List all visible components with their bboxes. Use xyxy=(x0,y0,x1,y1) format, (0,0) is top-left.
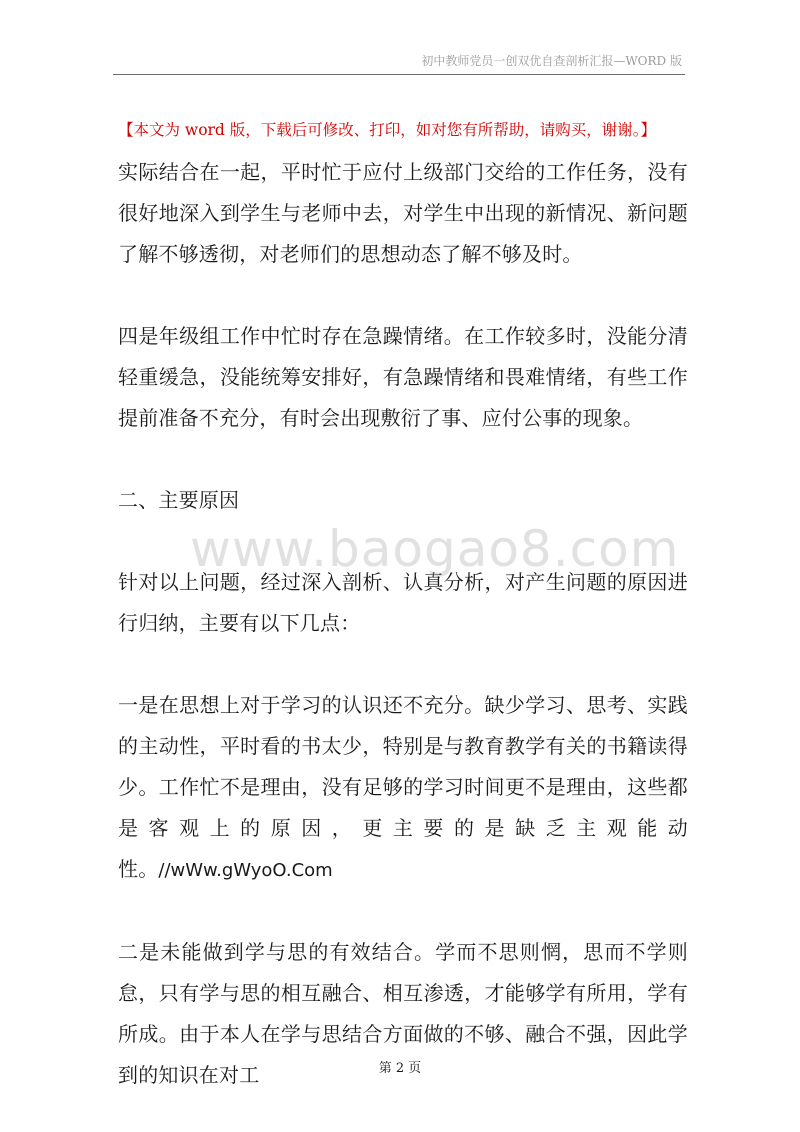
paragraph-4-text: 一是在思想上对于学习的认识还不充分。缺少学习、思考、实践的主动性，平时看的书太少，特别是与教育教学有关的书籍读得少。工作忙不是理由，没有足够的学习时间更不是理由，这些都是客观上的原因，更主要的是缺乏主观能动性。 xyxy=(118,693,688,881)
watermark: www.baogao8.com xyxy=(190,520,680,578)
paragraph-4 xyxy=(118,685,688,891)
purchase-notice: 【本文为 word 版，下载后可修改、打印，如对您有所帮助，请购买，谢谢。】 xyxy=(118,121,657,139)
paragraph-5: 二是未能做到学与思的有效结合。学而不思则惘，思而不学则怠，只有学与思的相互融合、相互渗透，才能够学有所用，学有所成。由于本人在学与思结合方面做的不够、融合不强，因此学到的知识在对工 xyxy=(118,940,688,1087)
paragraph-spacer xyxy=(118,891,688,932)
paragraph-spacer xyxy=(118,439,688,480)
paragraph-spacer xyxy=(118,275,688,316)
header-divider xyxy=(113,74,685,75)
header-title: 初中教师党员一创双优自查剖析汇报—WORD 版 xyxy=(421,54,682,68)
document-body xyxy=(118,152,688,1096)
paragraph-spacer xyxy=(118,521,688,562)
paragraph-2: 四是年级组工作中忙时存在急躁情绪。在工作较多时，没能分清轻重缓急，没能统筹安排好，有急躁情绪和畏难情绪，有些工作提前准备不充分，有时会出现敷衍了事、应付公事的现象。 xyxy=(118,324,688,430)
paragraph-3: 针对以上问题，经过深入剖析、认真分析，对产生问题的原因进行归纳，主要有以下几点： xyxy=(118,570,688,635)
page-number: 第 2 页 xyxy=(378,1061,422,1076)
paragraph-spacer xyxy=(118,644,688,685)
section-heading: 二、主要原因 xyxy=(118,488,240,512)
paragraph-1: 实际结合在一起，平时忙于应付上级部门交给的工作任务，没有很好地深入到学生与老师中去，对学生中出现的新情况、新问题了解不够透彻，对老师们的思想动态了解不够及时。 xyxy=(118,160,688,266)
inline-url: //wWw.gWyoO.Com xyxy=(158,860,333,881)
